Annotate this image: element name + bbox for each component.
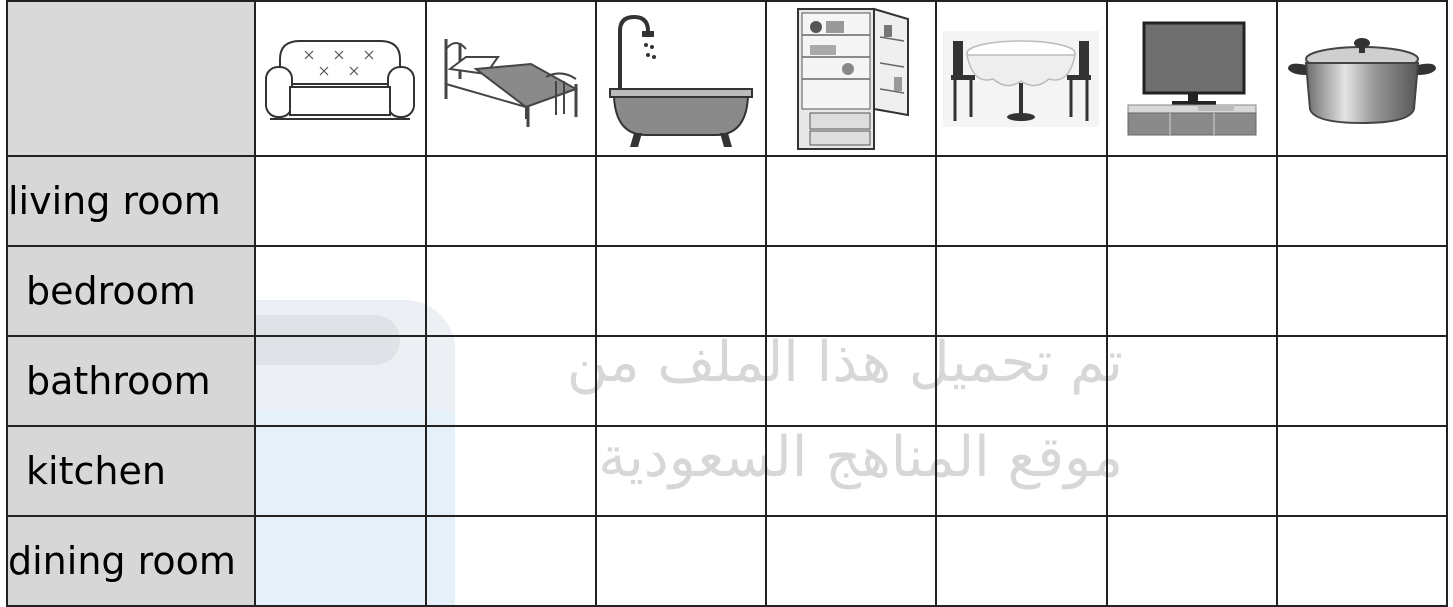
- answer-cell[interactable]: [426, 516, 596, 606]
- tv-icon: [1122, 19, 1262, 139]
- answer-cell[interactable]: [1107, 336, 1277, 426]
- answer-cell[interactable]: [1107, 156, 1277, 246]
- room-row-kitchen: [7, 426, 1447, 516]
- bathtub-icon: [606, 9, 756, 149]
- answer-cell[interactable]: [596, 426, 766, 516]
- answer-cell[interactable]: [1107, 516, 1277, 606]
- room-row-bathroom: [7, 336, 1447, 426]
- answer-cell[interactable]: [766, 246, 936, 336]
- dining-table-icon: [943, 31, 1099, 127]
- answer-cell[interactable]: [766, 156, 936, 246]
- room-label: living room: [7, 156, 255, 246]
- watermark-text-line2: موقع المناهج السعودية: [598, 425, 1123, 490]
- room-label: dining room: [7, 516, 255, 606]
- header-cell-sofa: [255, 1, 425, 156]
- answer-cell[interactable]: [766, 516, 936, 606]
- answer-cell[interactable]: [766, 336, 936, 426]
- answer-cell[interactable]: [255, 246, 425, 336]
- header-cell-cooking-pot: [1277, 1, 1447, 156]
- answer-cell[interactable]: [426, 336, 596, 426]
- header-cell-dining-table: [936, 1, 1106, 156]
- header-cell-tv: [1107, 1, 1277, 156]
- room-label: kitchen: [7, 426, 255, 516]
- room-row-dining-room: [7, 516, 1447, 606]
- answer-cell[interactable]: [1277, 426, 1447, 516]
- room-row-bedroom: [7, 246, 1447, 336]
- answer-cell[interactable]: [1107, 246, 1277, 336]
- header-cell-bathtub: [596, 1, 766, 156]
- answer-cell[interactable]: [936, 336, 1106, 426]
- room-furniture-table: [6, 0, 1448, 607]
- answer-cell[interactable]: [596, 156, 766, 246]
- answer-cell[interactable]: [255, 516, 425, 606]
- answer-cell[interactable]: [426, 426, 596, 516]
- answer-cell[interactable]: [426, 156, 596, 246]
- answer-cell[interactable]: [766, 426, 936, 516]
- answer-cell[interactable]: [255, 336, 425, 426]
- answer-cell[interactable]: [1277, 336, 1447, 426]
- sofa-icon: [260, 29, 420, 129]
- answer-cell[interactable]: [1277, 246, 1447, 336]
- answer-cell[interactable]: [936, 426, 1106, 516]
- room-label: bathroom: [7, 336, 255, 426]
- answer-cell[interactable]: [1107, 426, 1277, 516]
- answer-cell[interactable]: [936, 156, 1106, 246]
- answer-cell[interactable]: [1277, 516, 1447, 606]
- header-cell-bed: [426, 1, 596, 156]
- corner-cell: [7, 1, 255, 156]
- answer-cell[interactable]: [596, 246, 766, 336]
- answer-cell[interactable]: [255, 426, 425, 516]
- answer-cell[interactable]: [426, 246, 596, 336]
- answer-cell[interactable]: [936, 246, 1106, 336]
- answer-cell[interactable]: [596, 336, 766, 426]
- watermark-text-line1: تم تحميل هذا الملف من: [566, 330, 1123, 395]
- room-label: bedroom: [7, 246, 255, 336]
- answer-cell[interactable]: [596, 516, 766, 606]
- room-row-living-room: [7, 156, 1447, 246]
- cooking-pot-icon: [1284, 29, 1440, 129]
- answer-cell[interactable]: [255, 156, 425, 246]
- bed-icon: [436, 29, 586, 129]
- header-row: [7, 1, 1447, 156]
- header-cell-fridge: [766, 1, 936, 156]
- answer-cell[interactable]: [1277, 156, 1447, 246]
- fridge-icon: [776, 5, 926, 153]
- answer-cell[interactable]: [936, 516, 1106, 606]
